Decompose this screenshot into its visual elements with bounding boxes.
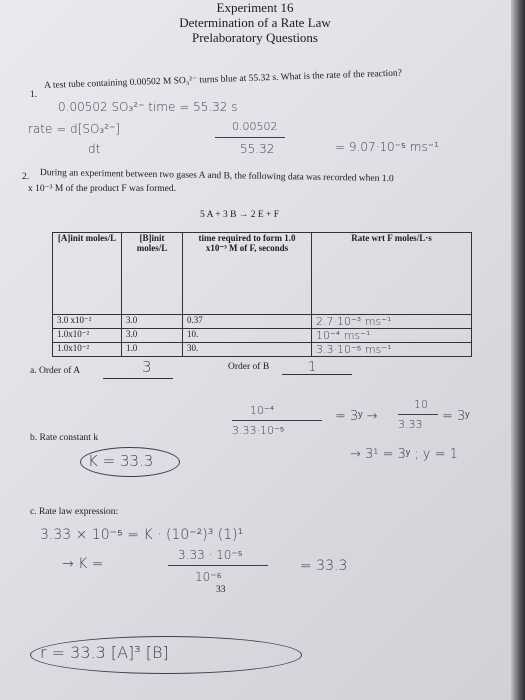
cell-hand: 2.7·10⁻³ ms⁻¹ bbox=[312, 315, 472, 329]
table-row bbox=[53, 343, 472, 357]
cell: 1.0x10⁻² bbox=[53, 329, 122, 343]
cell-hand: 3.3·10⁻⁵ ms⁻¹ bbox=[312, 343, 472, 357]
cell: 3.0 x10⁻² bbox=[53, 315, 122, 329]
rate-law-line1: 3.33 × 10⁻⁵ = K · (10⁻²)³ (1)¹ bbox=[40, 527, 244, 543]
work-frac2-bar bbox=[398, 414, 438, 415]
cell: 0.37 bbox=[183, 315, 312, 329]
work-frac-bar bbox=[232, 420, 322, 421]
page-edge-shadow bbox=[511, 0, 525, 700]
cell: 1.0x10⁻² bbox=[53, 343, 122, 357]
work-eq2: → 3¹ = 3ʸ ; y = 1 bbox=[350, 447, 458, 462]
q1-hand-rate: rate = d[SO₃²⁻] bbox=[28, 122, 121, 136]
order-b-blank bbox=[282, 374, 352, 375]
final-answer-circle bbox=[30, 636, 302, 674]
header-b: [B]init moles/L bbox=[122, 233, 183, 315]
rate-law-result: = 33.3 bbox=[300, 558, 348, 574]
header-rate: Rate wrt F moles/L·s bbox=[312, 233, 472, 315]
header-time: time required to form 1.0 x10⁻³ M of F, seconds bbox=[183, 233, 312, 315]
rate-law-den: 10⁻⁶ bbox=[195, 570, 222, 584]
q2-text-line2: x 10⁻³ M of the product F was formed. bbox=[28, 184, 176, 194]
q1-fraction-bar bbox=[215, 137, 285, 138]
work-frac-top: 10⁻⁴ bbox=[250, 404, 275, 417]
cell: 3.0 bbox=[122, 329, 183, 343]
work-eq1: = 3ʸ → bbox=[335, 409, 378, 424]
section-heading: Prelaboratory Questions bbox=[191, 30, 318, 45]
cell: 30. bbox=[183, 343, 312, 357]
table-row bbox=[53, 329, 472, 343]
part-a-label: a. Order of A bbox=[30, 366, 81, 376]
part-a-label-b: Order of B bbox=[228, 362, 270, 372]
page-title: Experiment 16 bbox=[216, 0, 294, 15]
cell: 1.0 bbox=[122, 343, 183, 357]
work-frac2-top: 10 bbox=[414, 398, 428, 411]
q1-hand-den: 55.32 bbox=[240, 142, 275, 156]
part-c-label: c. Rate law expression: bbox=[30, 507, 119, 517]
rate-law-k-label: → K = bbox=[62, 556, 104, 572]
rate-law-num: 3.33 · 10⁻⁵ bbox=[178, 548, 243, 562]
order-a-blank bbox=[103, 378, 173, 379]
q1-hand-num: 0.00502 bbox=[232, 120, 278, 133]
q2-number: 2. bbox=[22, 172, 30, 182]
order-a-answer: 3 bbox=[142, 358, 152, 376]
q2-text-line1: During an experiment between two gases A and B, the following data was recorded when 1.0 bbox=[39, 168, 394, 185]
cell-hand: 10⁻⁴ ms⁻¹ bbox=[312, 329, 472, 343]
cell: 10. bbox=[183, 329, 312, 343]
reaction-equation: 5 A + 3 B → 2 E + F bbox=[200, 210, 280, 220]
rate-law-frac-bar bbox=[168, 565, 268, 566]
part-b-label: b. Rate constant k bbox=[30, 433, 99, 443]
header-a: [A]init moles/L bbox=[53, 233, 122, 315]
printed-33: 33 bbox=[216, 585, 226, 595]
q1-hand-result: = 9.07·10⁻⁵ ms⁻¹ bbox=[335, 140, 439, 154]
data-table bbox=[52, 232, 472, 357]
work-eq1b: = 3ʸ bbox=[442, 409, 470, 424]
work-frac2-bot: 3.33 bbox=[398, 418, 423, 431]
q1-hand-line1: 0.00502 SO₃²⁻ time = 55.32 s bbox=[58, 100, 238, 114]
q1-hand-dt: dt bbox=[88, 142, 101, 156]
work-frac-bot: 3.33·10⁻⁵ bbox=[232, 424, 285, 437]
answer-circle bbox=[80, 447, 180, 477]
page-subtitle: Determination of a Rate Law bbox=[179, 15, 331, 30]
table-row bbox=[53, 315, 472, 329]
final-rate-law: r = 33.3 [A]³ [B] bbox=[40, 643, 169, 662]
q1-number: 1. bbox=[30, 90, 38, 100]
cell: 3.0 bbox=[122, 315, 183, 329]
order-b-answer: 1 bbox=[308, 360, 317, 375]
q1-text: A test tube containing 0.00502 M SO₃²⁻ turns blue at 55.32 s. What is the rate of the reaction? bbox=[44, 68, 403, 91]
rate-constant-answer: K = 33.3 bbox=[88, 452, 154, 470]
